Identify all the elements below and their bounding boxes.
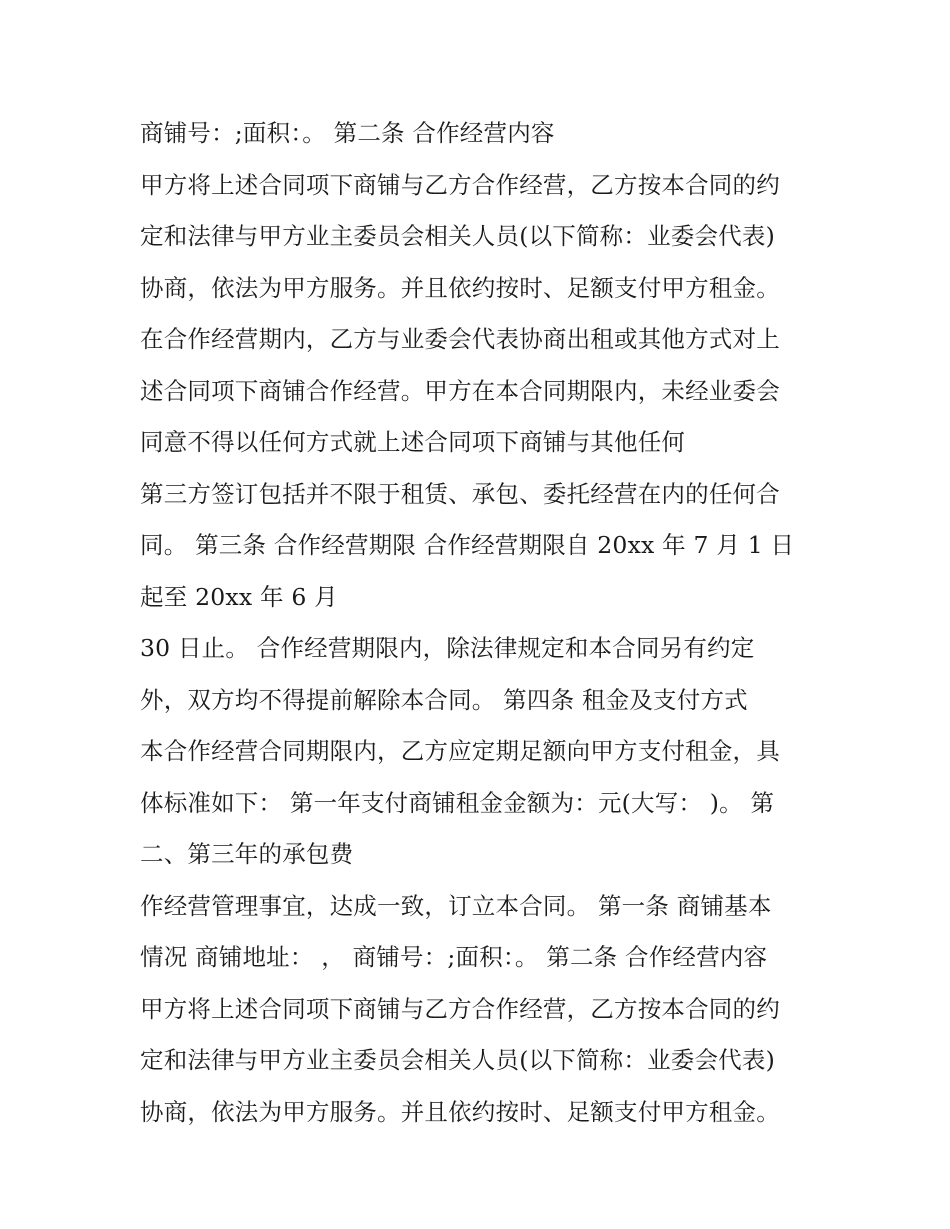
- contract-text-body: [140, 108, 830, 1138]
- text-line: 作经营管理事宜，达成一致，订立本合同。 第一条 商铺基本: [140, 891, 772, 920]
- text-line: 第三方签订包括并不限于租赁、承包、委托经营在内的任何合: [140, 479, 780, 508]
- text-line: 同意不得以任何方式就上述合同项下商铺与其他任何: [140, 428, 686, 456]
- text-line: 二、第三年的承包费: [140, 840, 354, 868]
- text-line: 定和法律与甲方业主委员会相关人员(以下简称：业委会代表): [140, 222, 775, 250]
- text-line: 30 日止。 合作经营期限内，除法律规定和本合同另有约定: [140, 634, 755, 662]
- text-line: 甲方将上述合同项下商铺与乙方合作经营，乙方按本合同的约: [140, 994, 780, 1023]
- text-line: 定和法律与甲方业主委员会相关人员(以下简称：业委会代表): [140, 1046, 775, 1074]
- text-line: 商铺号：;面积：。 第二条 合作经营内容: [140, 119, 555, 147]
- text-line: 在合作经营期内，乙方与业委会代表协商出租或其他方式对上: [140, 325, 780, 353]
- text-line: 协商，依法为甲方服务。并且依约按时、足额支付甲方租金。: [140, 1097, 780, 1126]
- text-line: 述合同项下商铺合作经营。甲方在本合同期限内，未经业委会: [140, 376, 780, 405]
- text-line: 同。 第三条 合作经营期限 合作经营期限自 20xx 年 7 月 1 日: [140, 531, 795, 559]
- text-line: 外，双方均不得提前解除本合同。 第四条 租金及支付方式: [140, 685, 748, 714]
- text-line: 起至 20xx 年 6 月: [140, 582, 338, 611]
- text-line: 体标准如下： 第一年支付商铺租金金额为：元(大写： )。 第: [140, 788, 775, 817]
- text-line: 本合作经营合同期限内，乙方应定期足额向甲方支付租金，具: [140, 737, 780, 765]
- text-line: 情况 商铺地址： ， 商铺号：;面积：。 第二条 合作经营内容: [140, 943, 768, 971]
- text-line: 甲方将上述合同项下商铺与乙方合作经营，乙方按本合同的约: [140, 170, 780, 199]
- text-line: 协商，依法为甲方服务。并且依约按时、足额支付甲方租金。: [140, 273, 780, 302]
